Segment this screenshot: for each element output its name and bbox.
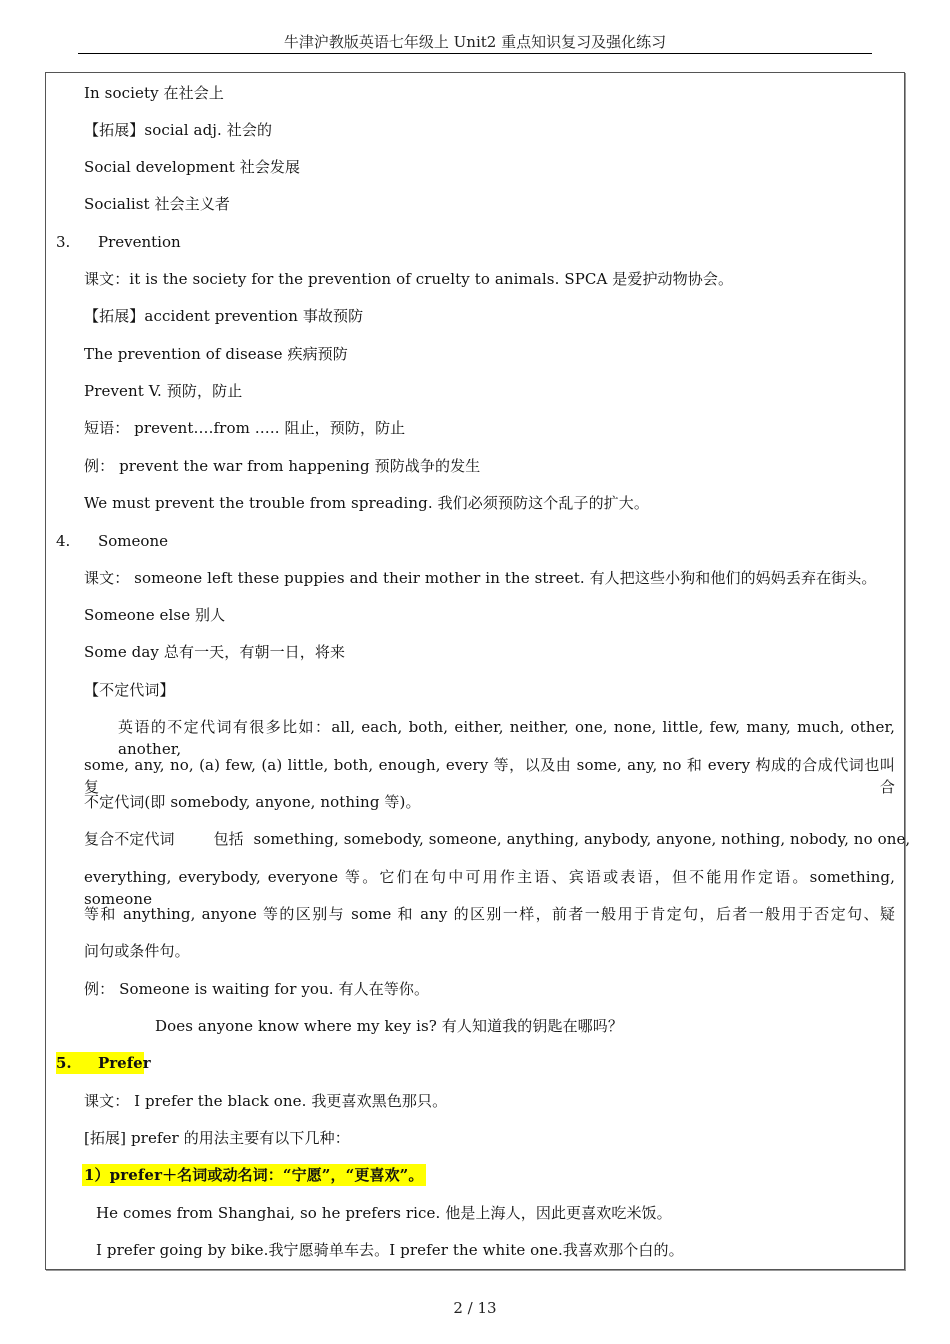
item-headword: Prevention — [98, 233, 181, 251]
highlighted-rule — [82, 1164, 426, 1186]
text-line: Someone else 别人 — [84, 606, 226, 624]
item-headword: Prefer — [98, 1054, 151, 1072]
text-line: Social development 社会发展 — [84, 158, 301, 176]
text-line: We must prevent the trouble from spreading. 我们必须预防这个乱子的扩大。 — [84, 494, 649, 512]
paragraph-line: 英语的不定代词有很多比如：all, each, both, either, neither, one, none, little, few, many, much, other, another, — [118, 718, 895, 758]
paragraph-line: 不定代词(即 somebody, anyone, nothing 等)。 — [84, 793, 421, 811]
page-header: 牛津沪教版英语七年级上 Unit2 重点知识复习及强化练习 — [283, 33, 667, 51]
paragraph-line: 复合不定代词 包括 something, somebody, someone, anything, anybody, anyone, nothing, nobody, no one, — [84, 830, 911, 848]
text-line: 短语： prevent….from ….. 阻止，预防，防止 — [84, 419, 406, 437]
text-line: 【拓展】accident prevention 事故预防 — [84, 307, 364, 325]
item-headword: Someone — [98, 532, 168, 550]
text-line: 课文：it is the society for the prevention of cruelty to animals. SPCA 是爱护动物协会。 — [84, 270, 734, 288]
rule-description: ＋名词或动名词：“宁愿”，“更喜欢”。 — [162, 1166, 424, 1184]
example-line: He comes from Shanghai, so he prefers rice. 他是上海人，因此更喜欢吃米饭。 — [96, 1204, 672, 1222]
section-heading: 【不定代词】 — [84, 681, 175, 699]
text-line: 例： prevent the war from happening 预防战争的发生 — [84, 457, 481, 475]
text-line: Some day 总有一天，有朝一日，将来 — [84, 643, 346, 661]
item-number: 3. — [56, 233, 71, 251]
text-line: Prevent V. 预防，防止 — [84, 382, 243, 400]
text-line: 【拓展】social adj. 社会的 — [84, 121, 273, 139]
text-line: 课文： I prefer the black one. 我更喜欢黑色那只。 — [84, 1092, 448, 1110]
text-line: 课文： someone left these puppies and their mother in the street. 有人把这些小狗和他们的妈妈丢弃在街头。 — [84, 569, 877, 587]
example-line: I prefer going by bike.我宁愿骑单车去。I prefer the white one.我喜欢那个白的。 — [96, 1241, 684, 1259]
item-number: 5. — [56, 1054, 72, 1072]
text-line: The prevention of disease 疾病预防 — [84, 345, 348, 363]
header-divider — [78, 53, 872, 54]
text-line: [拓展] prefer 的用法主要有以下几种： — [84, 1129, 350, 1147]
paragraph-line: 等和 anything, anyone 等的区别与 some 和 any 的区别一样，前者一般用于肯定句，后者一般用于否定句、疑 — [84, 905, 895, 923]
example-line: 例： Someone is waiting for you. 有人在等你。 — [84, 980, 430, 998]
item-number: 4. — [56, 532, 71, 550]
text-line: In society 在社会上 — [84, 84, 224, 102]
text-line: Socialist 社会主义者 — [84, 195, 231, 213]
rule-keyword: 1）prefer — [84, 1166, 163, 1184]
paragraph-line: some, any, no, (a) few, (a) little, both, enough, every 等，以及由 some, any, no 和 every 构成的合成代词也叫复合 — [84, 756, 895, 796]
paragraph-line: 问句或条件句。 — [84, 942, 190, 960]
page-number: 2 / 13 — [453, 1299, 497, 1317]
paragraph-line: everything, everybody, everyone 等。它们在句中可用作主语、宾语或表语，但不能用作定语。something, someone — [84, 868, 895, 908]
example-line: Does anyone know where my key is? 有人知道我的钥匙在哪吗？ — [155, 1017, 623, 1035]
